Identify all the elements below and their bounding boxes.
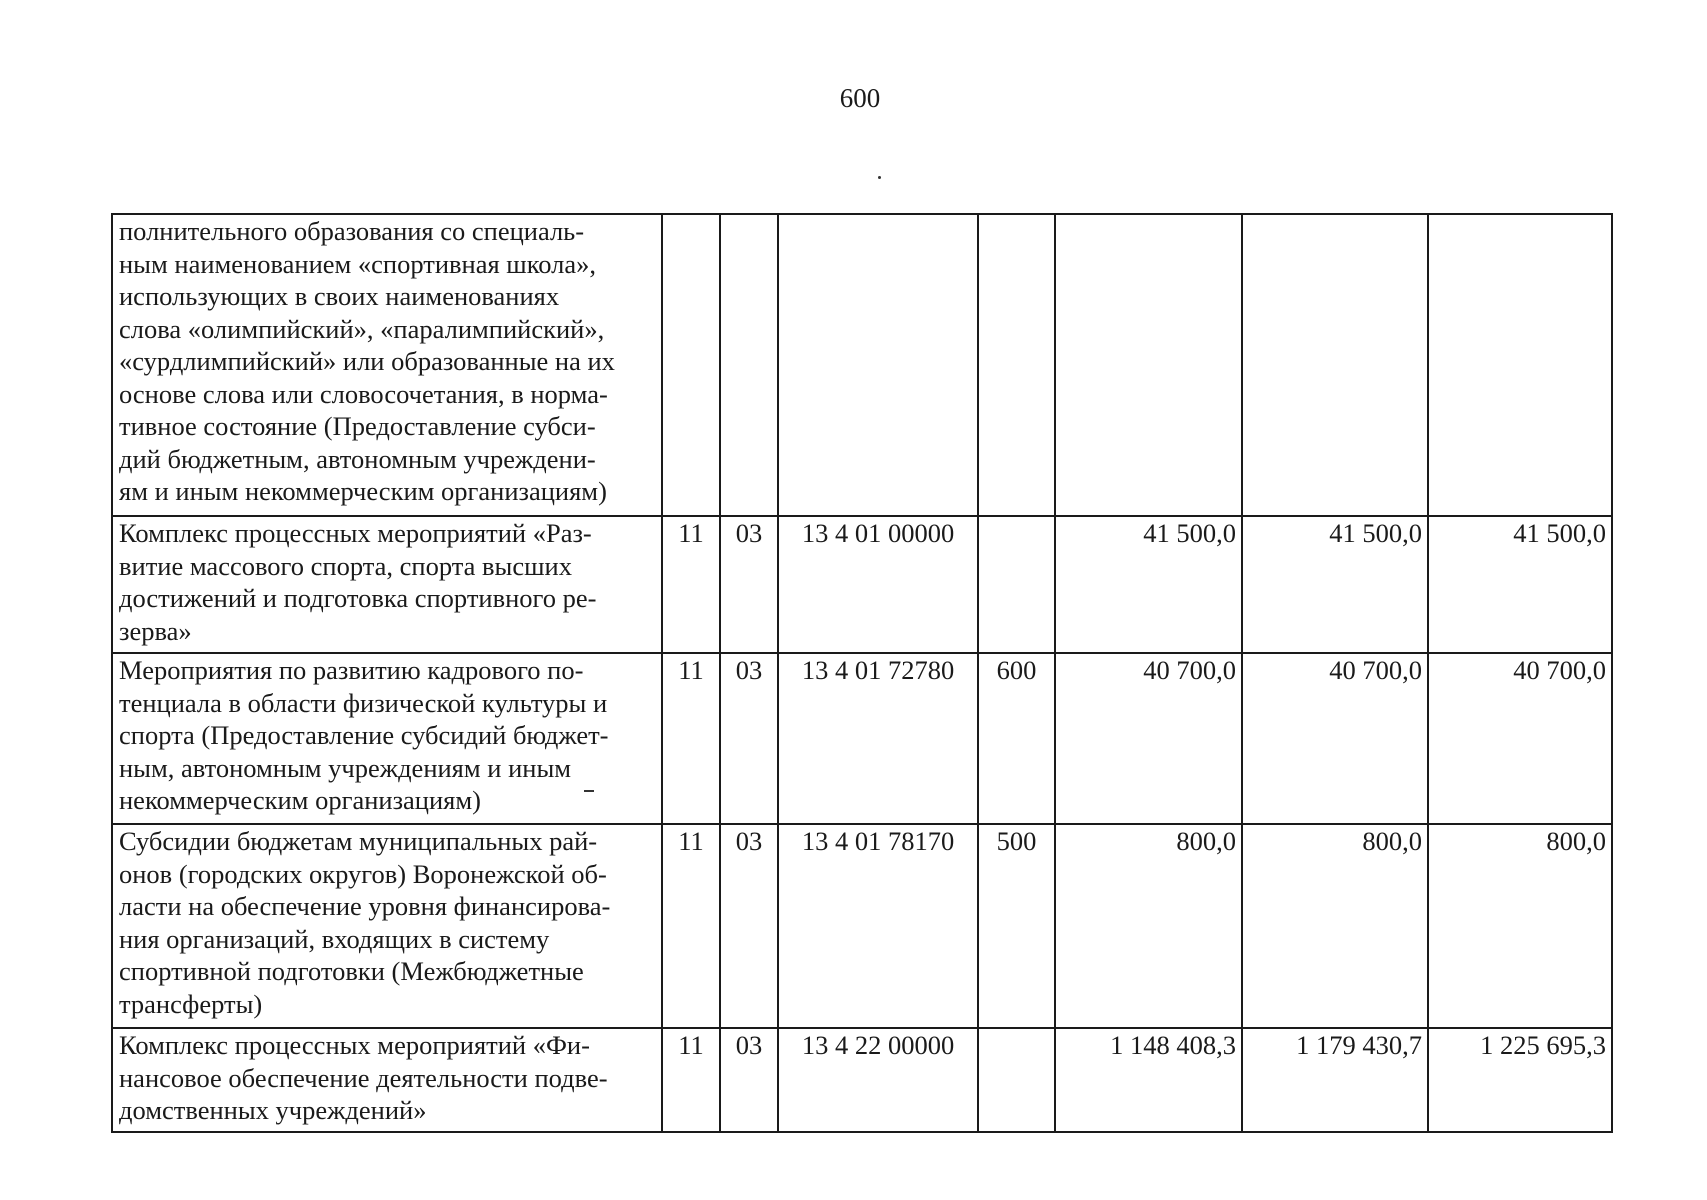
text-line: дий бюджетным, автономным учреждени-: [119, 443, 596, 474]
target-code-cell: 13 4 01 72780: [778, 653, 978, 824]
expense-type-cell: 600: [978, 653, 1055, 824]
amount-year1-cell: [1055, 214, 1242, 516]
text-line: основе слова или словосочетания, в норма-: [119, 378, 608, 409]
table-row: [112, 516, 1612, 653]
row-name-cell: [112, 824, 662, 1028]
text-line: использующих в своих наименованиях: [119, 281, 560, 311]
section-code-cell: 11: [662, 824, 720, 1028]
amount-year3-cell: [1428, 214, 1612, 516]
amount-year1-cell: 800,0: [1055, 824, 1242, 1028]
text-line: Субсидии бюджетам муниципальных рай-: [119, 826, 598, 856]
amount-year2-cell: 800,0: [1242, 824, 1428, 1028]
target-code-cell: 13 4 01 78170: [778, 824, 978, 1028]
target-code-cell: 13 4 22 00000: [778, 1028, 978, 1132]
subsection-code-cell: 03: [720, 824, 778, 1028]
scan-mark: [584, 790, 594, 792]
text-line: ным наименованием «спортивная школа»,: [119, 248, 596, 279]
expense-type-cell: 500: [978, 824, 1055, 1028]
text-line: нансовое обеспечение деятельности подве-: [119, 1062, 608, 1093]
section-code-cell: [662, 214, 720, 516]
row-name-text: [119, 1029, 656, 1127]
row-name-cell: [112, 1028, 662, 1132]
amount-year2-cell: [1242, 214, 1428, 516]
row-name-cell: [112, 653, 662, 824]
subsection-code-cell: [720, 214, 778, 516]
text-line: некоммерческим организациям): [119, 785, 481, 815]
text-line: Комплекс процессных мероприятий «Фи-: [119, 1030, 590, 1060]
row-name-text: [119, 654, 656, 817]
amount-year2-cell: 40 700,0: [1242, 653, 1428, 824]
table-row: [112, 214, 1612, 516]
text-line: «сурдлимпийский» или образованные на их: [119, 346, 615, 376]
row-name-text: [119, 215, 656, 508]
text-line: спортивной подготовки (Межбюджетные: [119, 956, 584, 986]
text-line: ным, автономным учреждениям и иным: [119, 752, 572, 783]
row-name-cell: [112, 516, 662, 653]
text-line: полнительного образования со специаль-: [119, 216, 585, 246]
row-name-cell: [112, 214, 662, 516]
subsection-code-cell: 03: [720, 516, 778, 653]
amount-year2-cell: 41 500,0: [1242, 516, 1428, 653]
section-code-cell: 11: [662, 1028, 720, 1132]
table-row: [112, 653, 1612, 824]
text-line: ния организаций, входящих в систему: [119, 923, 550, 954]
text-line: Мероприятия по развитию кадрового по-: [119, 655, 584, 685]
text-line: витие массового спорта, спорта высших: [119, 550, 572, 581]
text-line: ям и иным некоммерческим организациям): [119, 476, 607, 506]
text-line: достижений и подготовка спортивного ре-: [119, 583, 597, 613]
amount-year3-cell: 41 500,0: [1428, 516, 1612, 653]
text-line: домственных учреждений»: [119, 1095, 427, 1125]
text-line: зерва»: [119, 615, 192, 646]
budget-table: [111, 213, 1613, 1133]
amount-year3-cell: 40 700,0: [1428, 653, 1612, 824]
subsection-code-cell: 03: [720, 1028, 778, 1132]
amount-year1-cell: 41 500,0: [1055, 516, 1242, 653]
target-code-cell: [778, 214, 978, 516]
row-name-text: [119, 825, 656, 1020]
scan-speck: [878, 176, 881, 179]
amount-year3-cell: 800,0: [1428, 824, 1612, 1028]
table-row: [112, 1028, 1612, 1132]
section-code-cell: 11: [662, 516, 720, 653]
subsection-code-cell: 03: [720, 653, 778, 824]
text-line: Комплекс процессных мероприятий «Раз-: [119, 518, 592, 548]
text-line: тенциала в области физической культуры и: [119, 687, 608, 718]
amount-year1-cell: 1 148 408,3: [1055, 1028, 1242, 1132]
section-code-cell: 11: [662, 653, 720, 824]
text-line: ласти на обеспечение уровня финансирова-: [119, 891, 611, 921]
row-name-text: [119, 517, 656, 647]
table-row: [112, 824, 1612, 1028]
amount-year3-cell: 1 225 695,3: [1428, 1028, 1612, 1132]
text-line: трансферты): [119, 988, 263, 1019]
amount-year1-cell: 40 700,0: [1055, 653, 1242, 824]
target-code-cell: 13 4 01 00000: [778, 516, 978, 653]
expense-type-cell: [978, 516, 1055, 653]
amount-year2-cell: 1 179 430,7: [1242, 1028, 1428, 1132]
page-number: 600: [839, 83, 881, 113]
text-line: онов (городских округов) Воронежской об-: [119, 858, 607, 889]
expense-type-cell: [978, 1028, 1055, 1132]
text-line: тивное состояние (Предоставление субси-: [119, 411, 596, 441]
text-line: слова «олимпийский», «паралимпийский»,: [119, 313, 605, 344]
text-line: спорта (Предоставление субсидий бюджет-: [119, 720, 609, 750]
expense-type-cell: [978, 214, 1055, 516]
